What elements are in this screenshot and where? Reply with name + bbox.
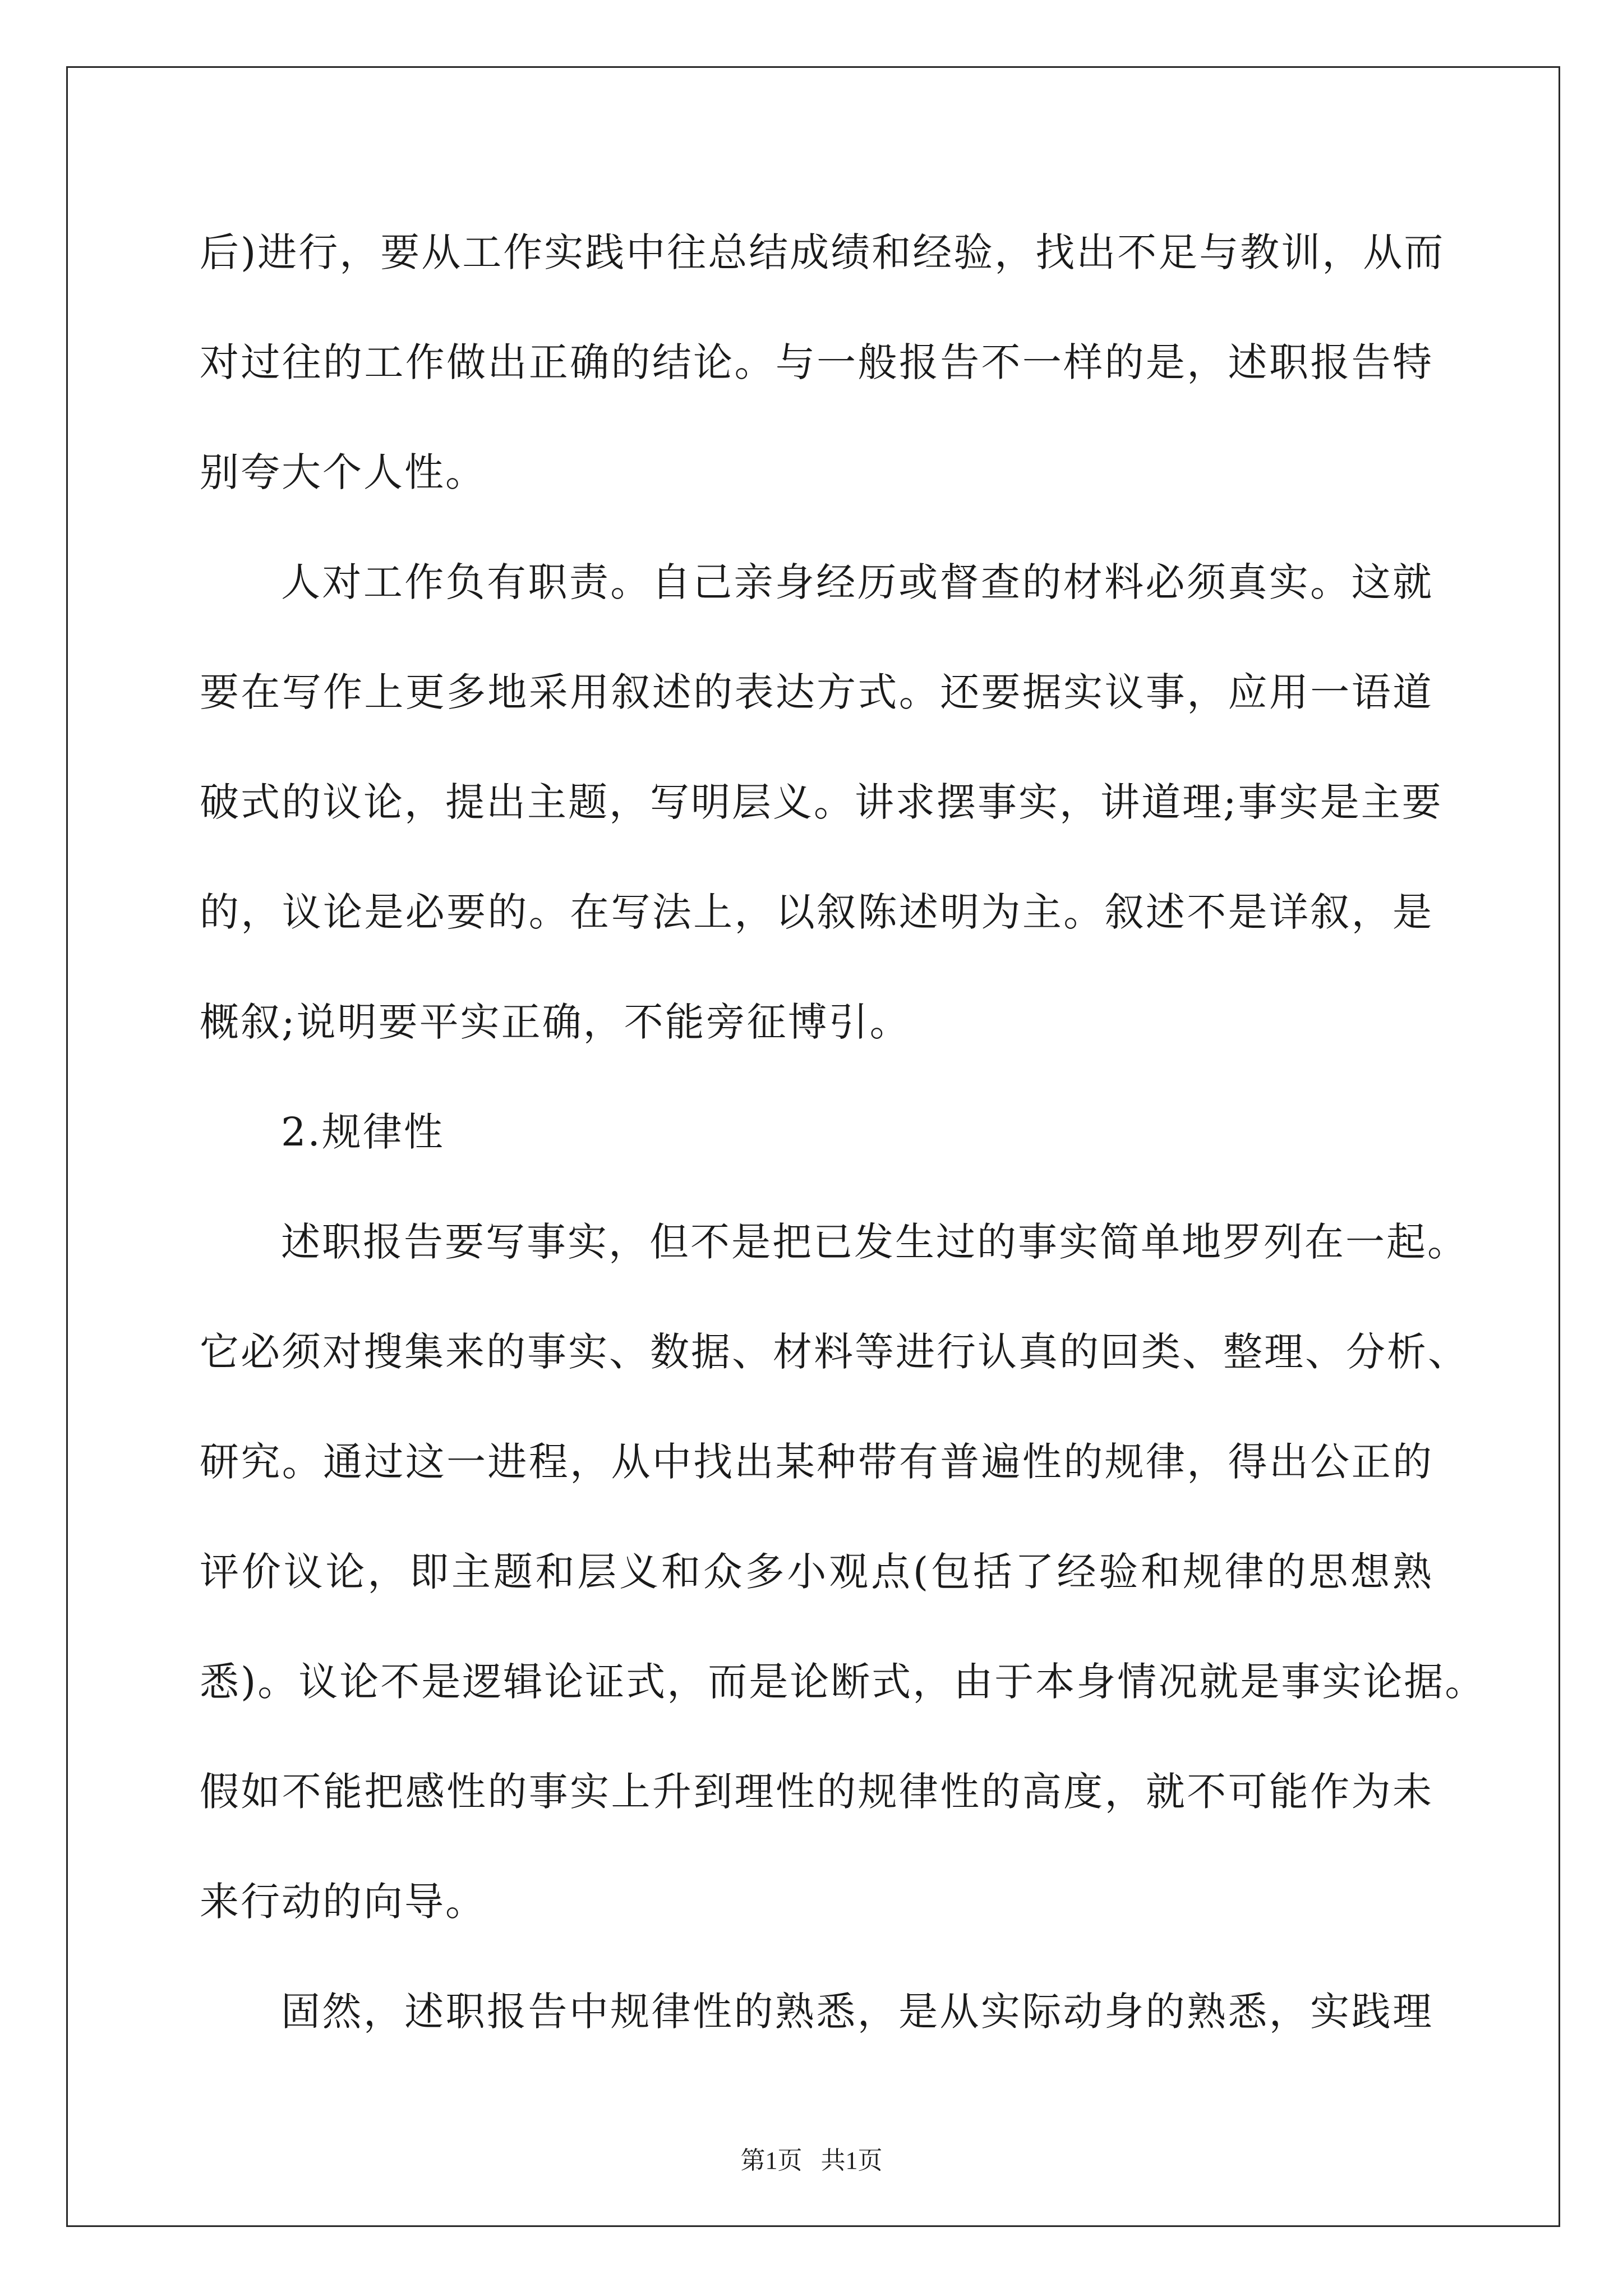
text-line: 人对工作负有职责。自己亲身经历或督查的材料必须真实。这就 xyxy=(281,559,1433,605)
text-line: 研究。通过这一进程，从中找出某种带有普遍性的规律，得出公正的 xyxy=(200,1439,1433,1485)
text-line: 固然，述职报告中规律性的熟悉，是从实际动身的熟悉，实践理 xyxy=(281,1989,1433,2035)
text-line: 概叙;说明要平实正确，不能旁征博引。 xyxy=(200,999,911,1045)
text-line: 后)进行，要从工作实践中往总结成绩和经验，找出不足与教训，从而 xyxy=(200,229,1445,275)
text-line: 来行动的向导。 xyxy=(200,1879,486,1925)
text-line: 述职报告要写事实，但不是把已发生过的事实简单地罗列在一起。 xyxy=(281,1219,1468,1265)
text-line: 2.规律性 xyxy=(281,1109,445,1155)
text-line: 它必须对搜集来的事实、数据、材料等进行认真的回类、整理、分析、 xyxy=(200,1329,1469,1375)
text-line: 破式的议论，提出主题，写明层义。讲求摆事实，讲道理;事实是主要 xyxy=(200,779,1443,825)
text-line: 假如不能把感性的事实上升到理性的规律性的高度，就不可能作为未 xyxy=(200,1769,1433,1815)
text-line: 对过往的工作做出正确的结论。与一般报告不一样的是，述职报告特 xyxy=(200,339,1433,385)
text-line: 别夸大个人性。 xyxy=(200,449,486,495)
document-body xyxy=(200,213,1486,2082)
text-line: 的，议论是必要的。在写法上，以叙陈述明为主。叙述不是详叙，是 xyxy=(200,889,1433,935)
text-line: 要在写作上更多地采用叙述的表达方式。还要据实议事，应用一语道 xyxy=(200,669,1433,715)
text-line: 悉)。议论不是逻辑论证式，而是论断式，由于本身情况就是事实论据。 xyxy=(200,1659,1486,1705)
page-footer: 第1页 共1页 xyxy=(740,2147,883,2174)
text-line: 评价议论，即主题和层义和众多小观点(包括了经验和规律的思想熟 xyxy=(200,1549,1433,1595)
